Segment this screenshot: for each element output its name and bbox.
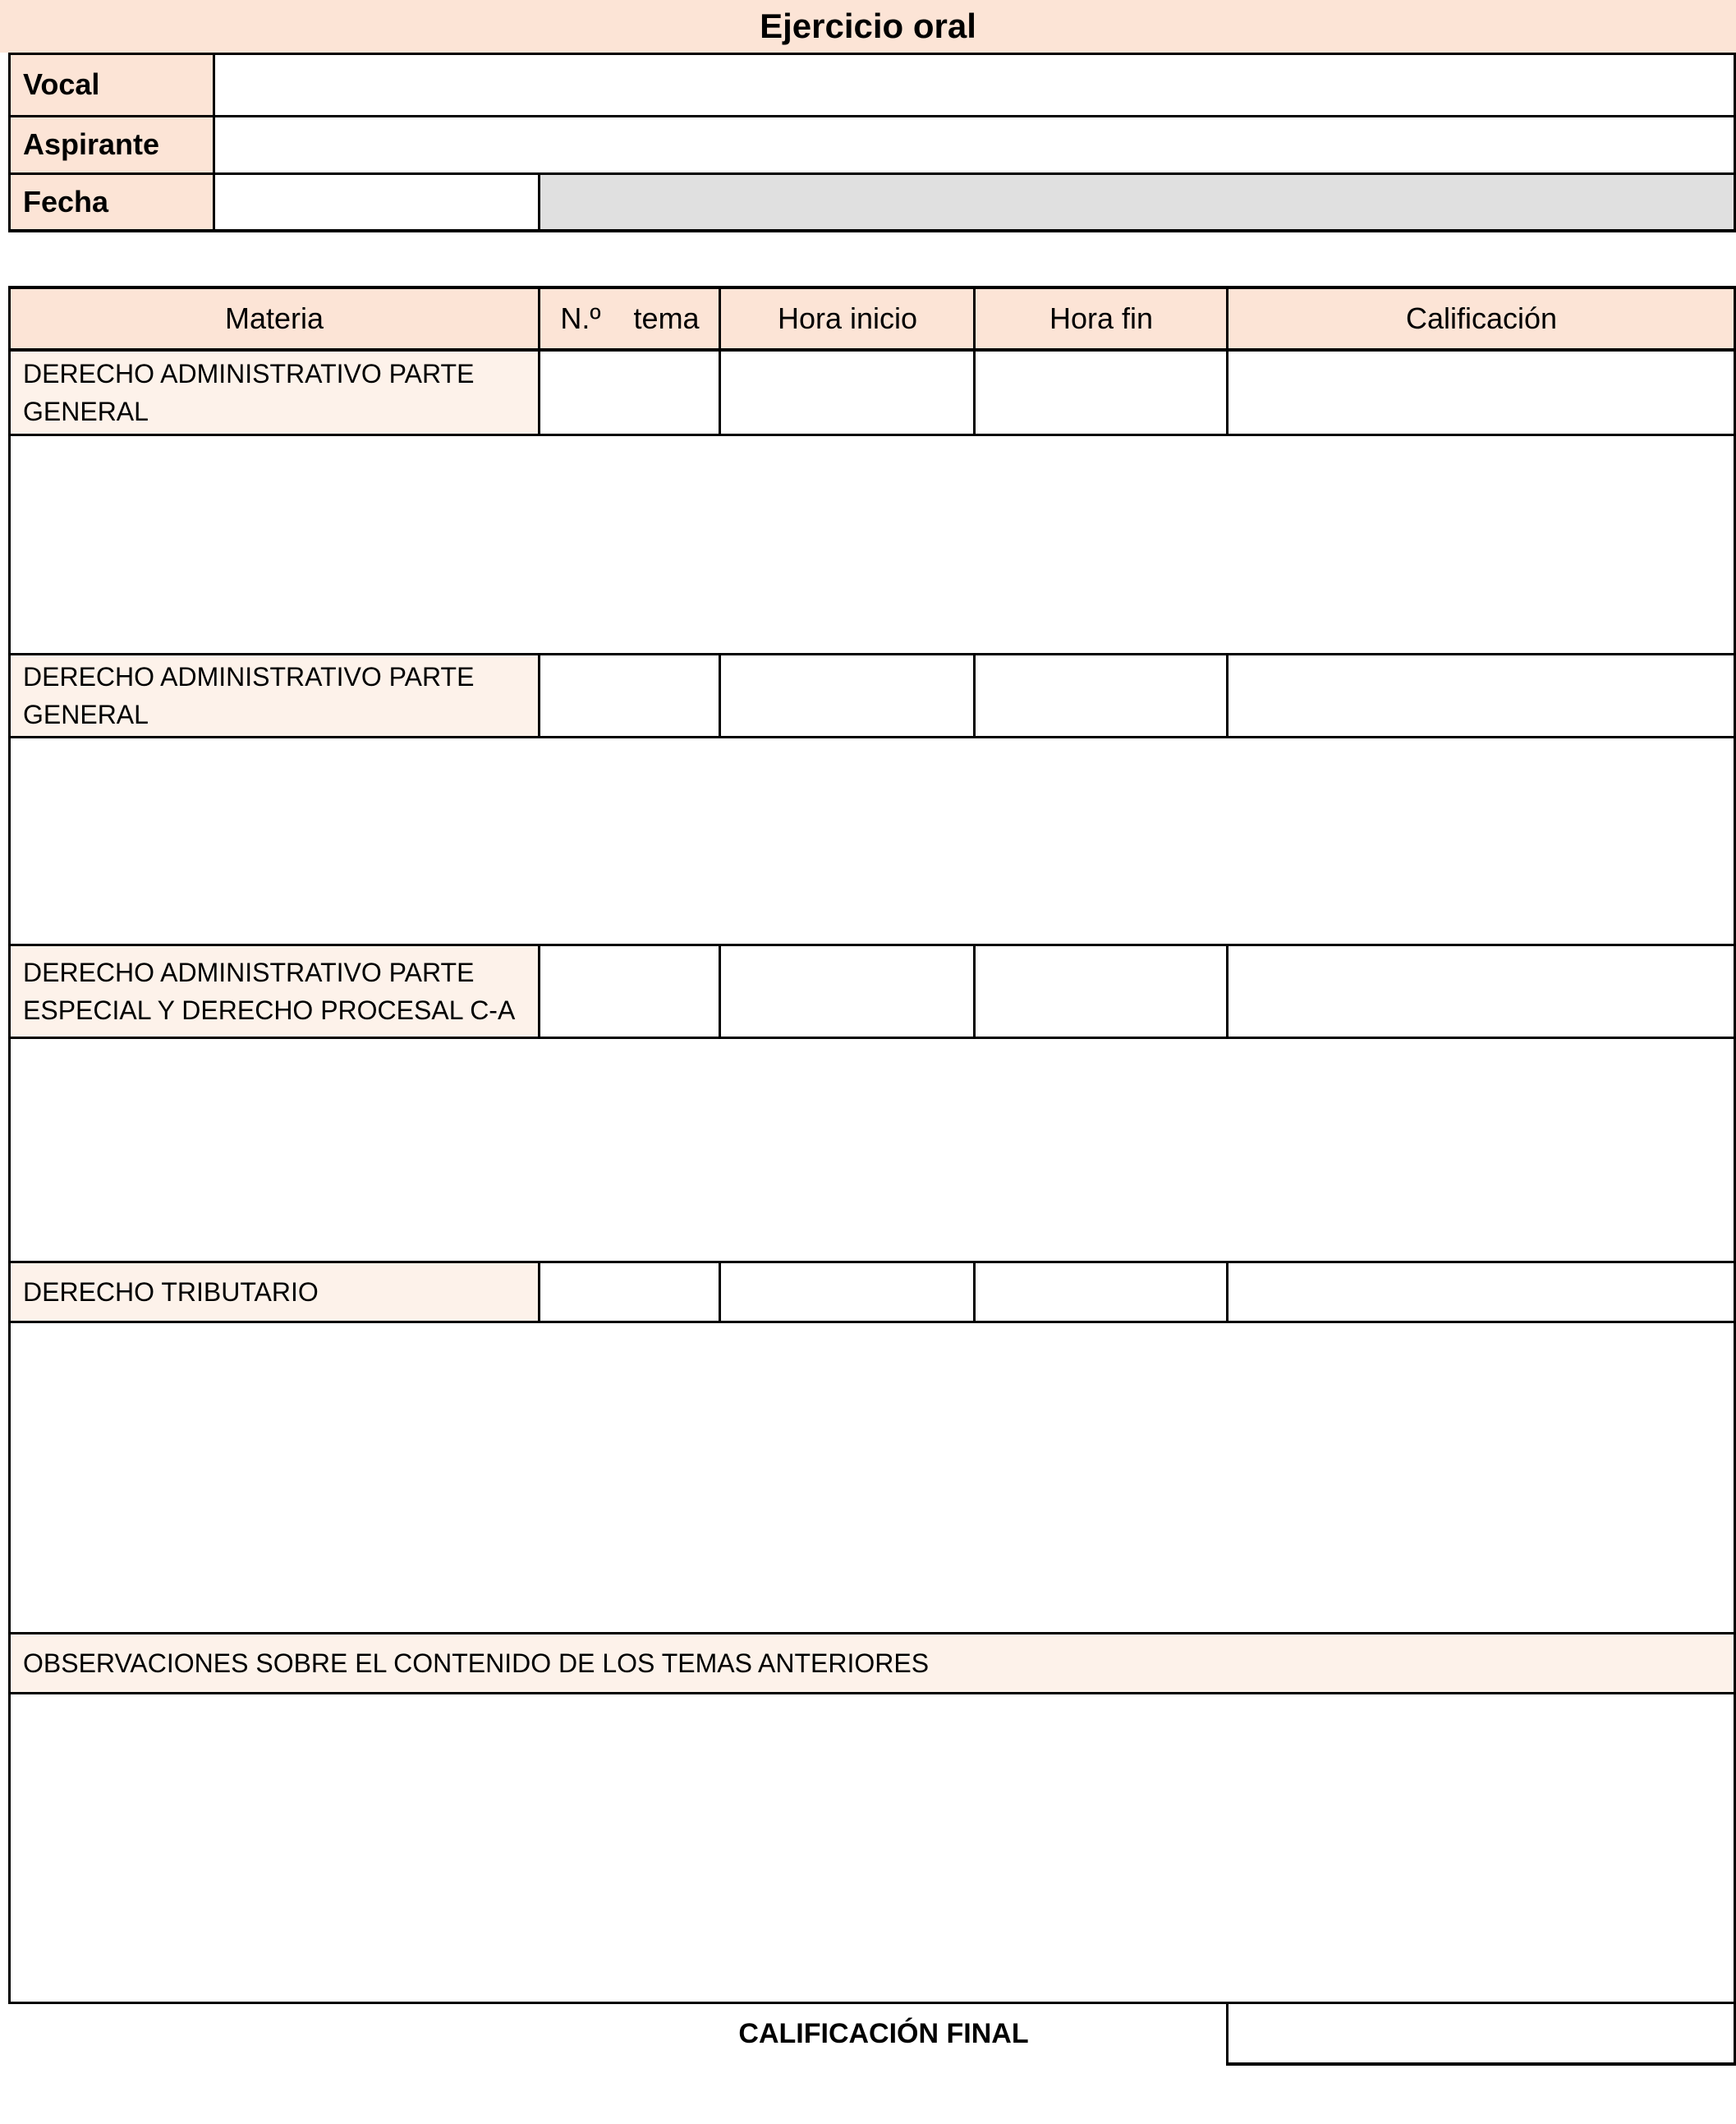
row3-materia: DERECHO ADMINISTRATIVO PARTE ESPECIAL Y DERECHO PROCESAL C-A — [10, 946, 539, 1037]
row-divider — [8, 944, 1736, 946]
row-divider — [8, 736, 1736, 738]
col-divider — [1226, 653, 1229, 738]
row-divider — [8, 1261, 1736, 1263]
row1-hora-inicio-field[interactable] — [721, 352, 974, 434]
header-label-divider — [213, 53, 215, 232]
row3-notes-area[interactable] — [10, 1039, 1734, 1261]
row2-hora-fin-field[interactable] — [976, 655, 1227, 736]
row3-hora-inicio-field[interactable] — [721, 946, 974, 1037]
col-divider — [973, 286, 976, 436]
row1-calificacion-field[interactable] — [1229, 352, 1734, 434]
table-header-bottom — [8, 348, 1736, 352]
table-border-bottom — [8, 2002, 1736, 2004]
final-box-left — [1226, 2002, 1229, 2066]
header-border-left — [8, 53, 11, 232]
col-divider — [1226, 944, 1229, 1039]
row3-hora-fin-field[interactable] — [976, 946, 1227, 1037]
row2-notes-area[interactable] — [10, 738, 1734, 944]
col-divider — [973, 1261, 976, 1323]
fecha-field[interactable] — [215, 174, 539, 230]
aspirante-field[interactable] — [215, 117, 1734, 172]
row1-notes-area[interactable] — [10, 436, 1734, 653]
col-divider — [538, 653, 540, 738]
col-divider — [973, 944, 976, 1039]
col-divider — [538, 944, 540, 1039]
aspirante-label: Aspirante — [10, 117, 214, 172]
row-divider — [8, 1692, 1736, 1694]
col-header-hora-fin: Hora fin — [976, 289, 1227, 348]
row-divider — [8, 1037, 1736, 1039]
final-grade-field[interactable] — [1229, 2004, 1734, 2063]
row4-hora-fin-field[interactable] — [976, 1263, 1227, 1321]
header-divider-1 — [8, 115, 1736, 117]
col-divider — [538, 1261, 540, 1323]
col-divider — [719, 944, 721, 1039]
observations-area[interactable] — [10, 1694, 1734, 2002]
col-header-materia: Materia — [10, 289, 539, 348]
vocal-field[interactable] — [215, 54, 1734, 115]
col-divider — [973, 653, 976, 738]
col-divider — [719, 286, 721, 436]
col-header-tema: N.º tema — [540, 289, 719, 348]
fecha-disabled-area — [540, 174, 1734, 230]
row4-tema-field[interactable] — [540, 1263, 719, 1321]
final-grade-label: CALIFICACIÓN FINAL — [738, 2017, 1029, 2049]
col-header-hora-inicio: Hora inicio — [721, 289, 974, 348]
table-border-top — [8, 286, 1736, 289]
col-divider — [1226, 1261, 1229, 1323]
row4-notes-area[interactable] — [10, 1323, 1734, 1632]
row2-hora-inicio-field[interactable] — [721, 655, 974, 736]
col-divider — [538, 286, 540, 436]
row2-materia: DERECHO ADMINISTRATIVO PARTE GENERAL — [10, 655, 539, 736]
header-border-bottom — [8, 229, 1736, 232]
row4-hora-inicio-field[interactable] — [721, 1263, 974, 1321]
final-box-bottom — [1226, 2062, 1736, 2066]
row1-hora-fin-field[interactable] — [976, 352, 1227, 434]
row1-tema-field[interactable] — [540, 352, 719, 434]
row2-calificacion-field[interactable] — [1229, 655, 1734, 736]
row-divider — [8, 1321, 1736, 1323]
page-title: Ejercicio oral — [0, 0, 1736, 53]
fecha-label: Fecha — [10, 174, 214, 230]
col-divider — [719, 1261, 721, 1323]
header-border-top — [8, 53, 1736, 55]
header-divider-2 — [8, 172, 1736, 175]
table-border-left — [8, 286, 11, 2004]
row-divider — [8, 653, 1736, 655]
row-divider — [8, 434, 1736, 436]
row3-tema-field[interactable] — [540, 946, 719, 1037]
fecha-divider — [538, 172, 540, 232]
row2-tema-field[interactable] — [540, 655, 719, 736]
row4-materia: DERECHO TRIBUTARIO — [10, 1263, 539, 1321]
col-divider — [719, 653, 721, 738]
col-header-calificacion: Calificación — [1229, 289, 1734, 348]
row4-calificacion-field[interactable] — [1229, 1263, 1734, 1321]
vocal-label: Vocal — [10, 54, 214, 115]
col-divider — [1226, 286, 1229, 436]
row-divider — [8, 1632, 1736, 1634]
observations-label: OBSERVACIONES SOBRE EL CONTENIDO DE LOS TEMAS ANTERIORES — [10, 1634, 1734, 1692]
row1-materia: DERECHO ADMINISTRATIVO PARTE GENERAL — [10, 352, 539, 434]
row3-calificacion-field[interactable] — [1229, 946, 1734, 1037]
